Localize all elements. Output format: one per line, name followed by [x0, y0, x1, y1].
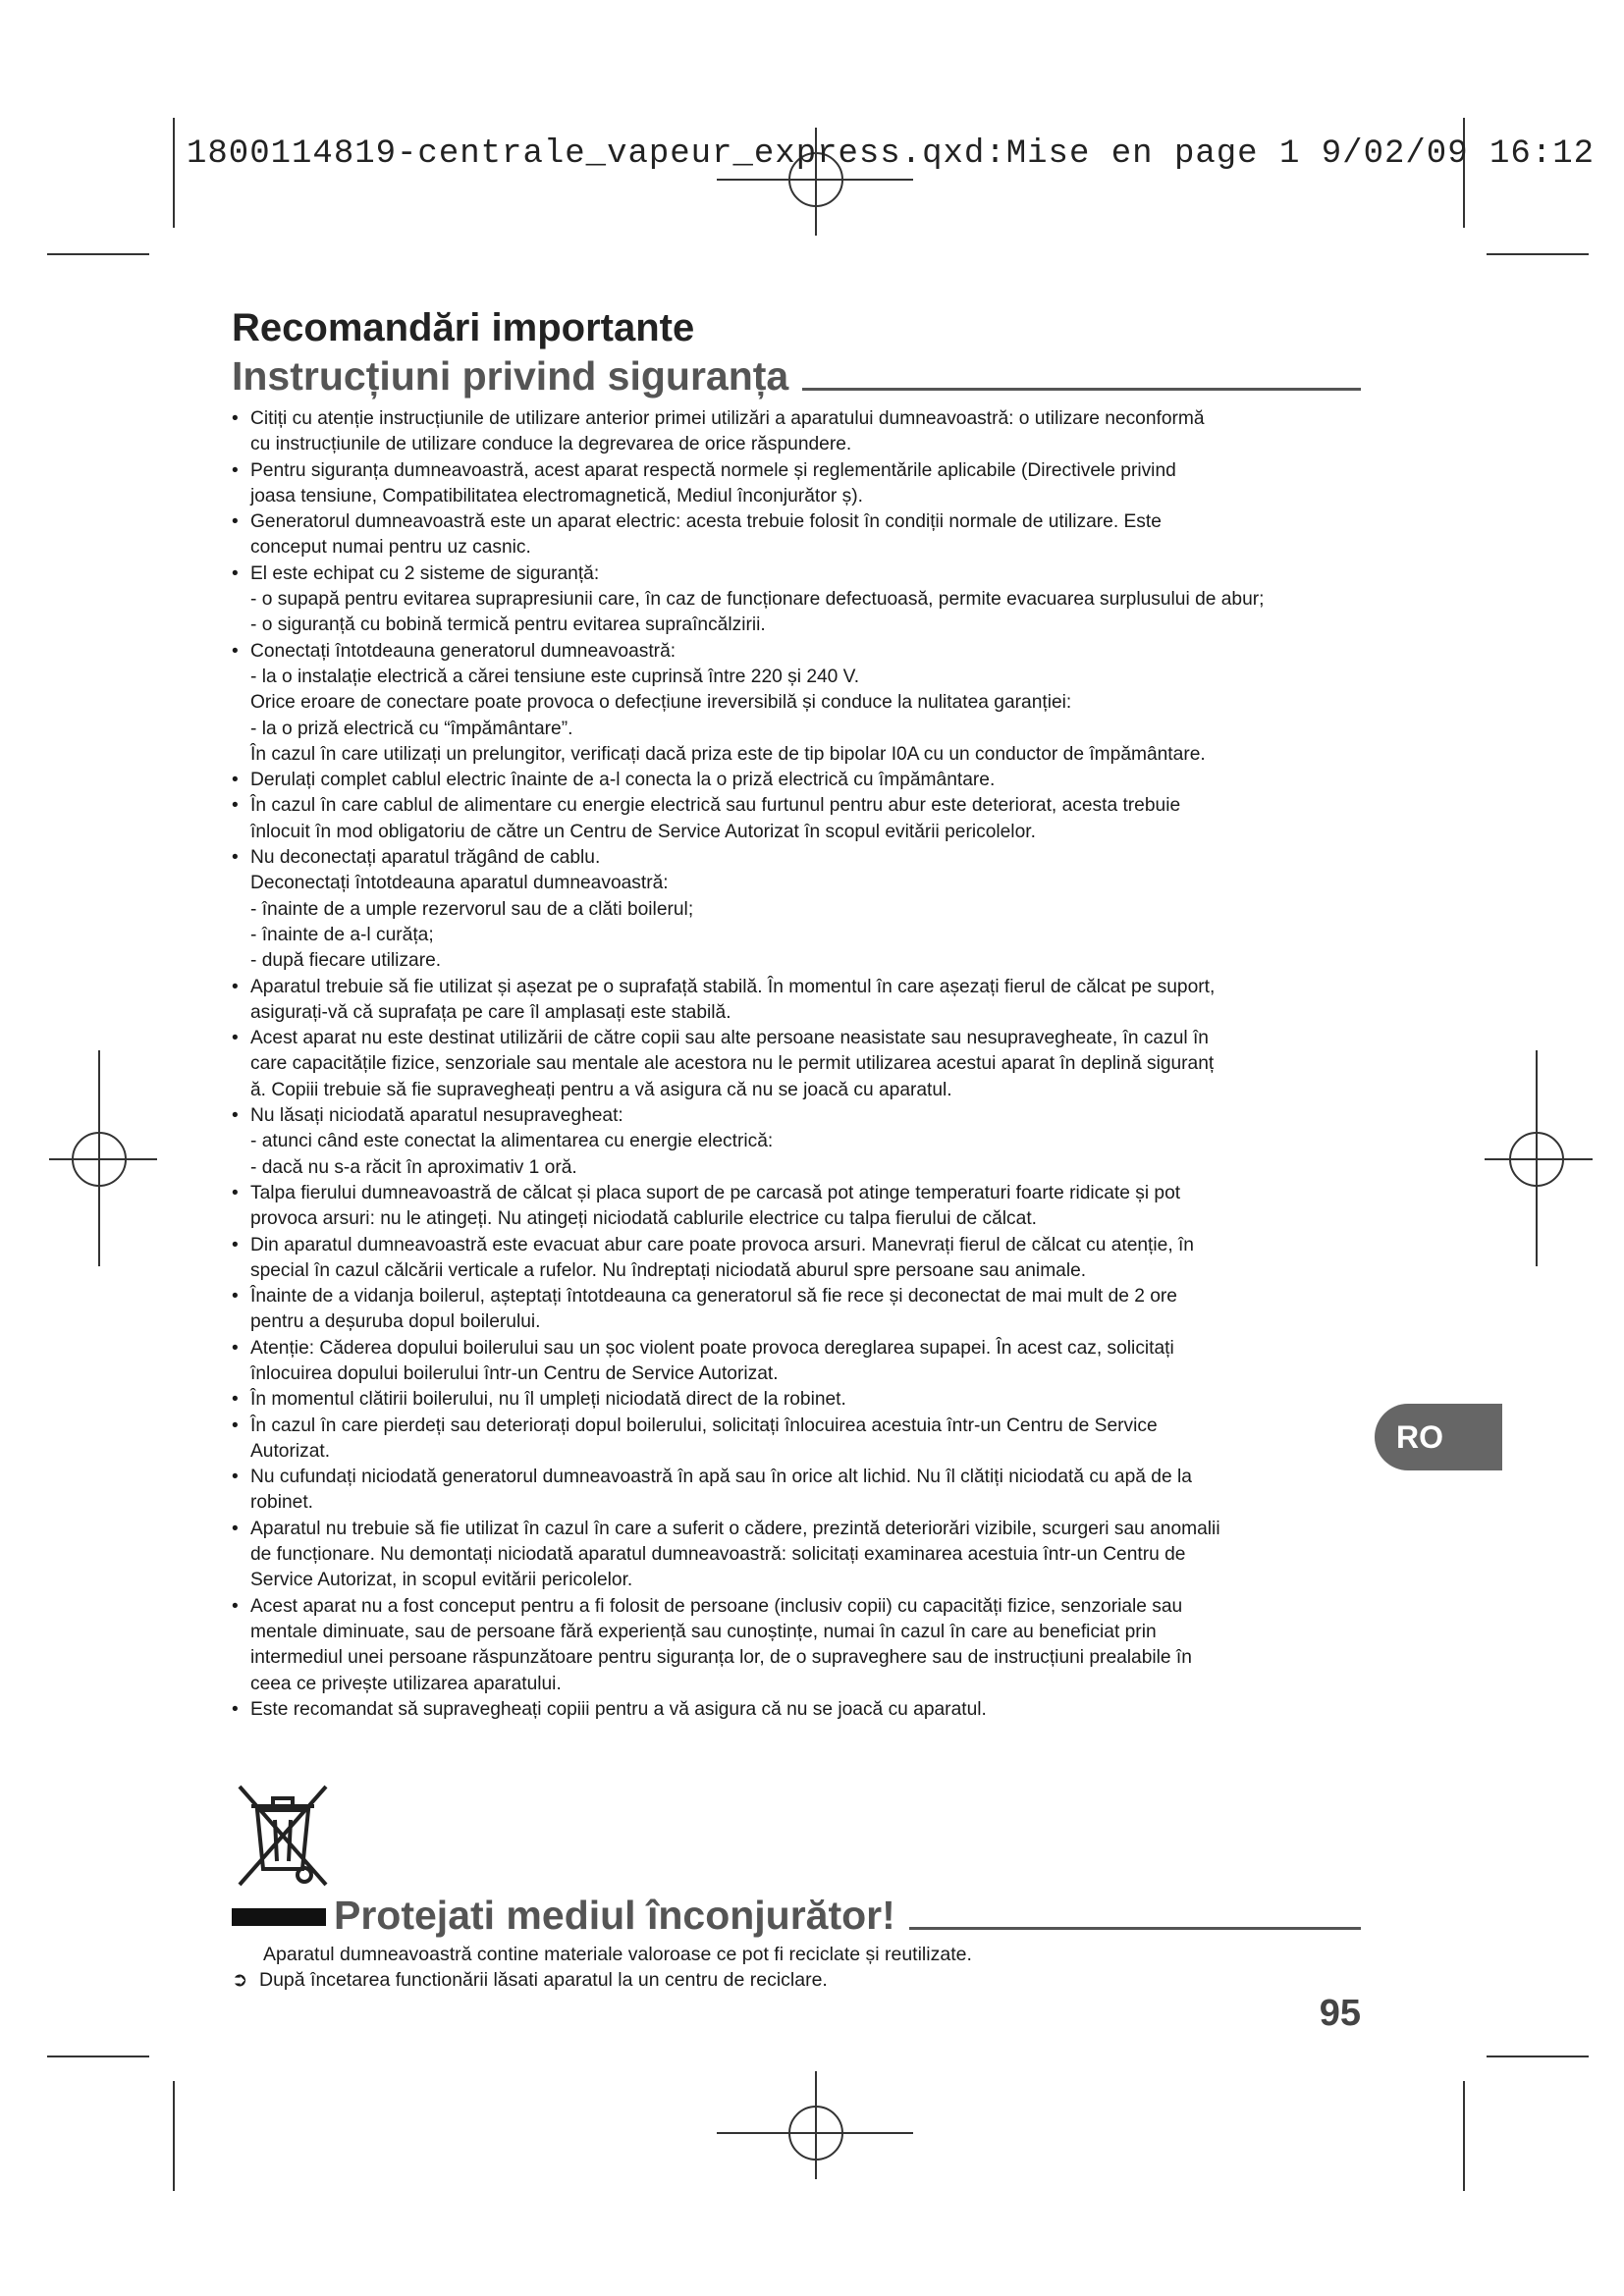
registration-mark-icon — [1481, 1050, 1618, 1266]
section-title: Instrucțiuni privind siguranța — [232, 353, 789, 399]
list-item: • Derulați complet cablul electric înainte de a-l conecta la o priză electrică cu împământare. — [232, 768, 1361, 793]
crop-mark — [47, 253, 149, 255]
list-item: • În cazul în care pierdeți sau deteriorați dopul boilerului, solicitați înlocuirea acestuia într-un Centru de Service Autorizat. — [232, 1414, 1361, 1466]
environment-title: Protejati mediul înconjurător! — [334, 1893, 895, 1938]
crop-mark — [47, 2056, 149, 2057]
list-item: • Acest aparat nu este destinat utilizării de către copii sau alte persoane neasistate sau nesupravegheate, în cazul în care capacitățile fizice, senzoriale sau mentale ale acestora nu le permit utilizarea acestui aparat în deplină siguranț ă. Copiii trebuie să fie supravegheați pentru a vă asigura că nu se joacă cu aparatul. — [232, 1026, 1361, 1103]
list-item: • Înainte de a vidanja boilerul, așteptați întotdeauna ca generatorul să fie rece și deconectat de mai mult de 2 ore pentru a deșuruba dopul boilerului. — [232, 1284, 1361, 1336]
crop-mark — [1487, 253, 1589, 255]
safety-section — [232, 306, 1361, 1723]
crop-mark — [173, 2081, 175, 2191]
page-title: Recomandări importante — [232, 306, 695, 349]
environment-text: Aparatul dumneavoastră contine materiale valoroase ce pot fi reciclate și reutilizate. — [263, 1944, 972, 1965]
environment-instruction-text: După încetarea functionării lăsati aparatul la un centru de reciclare. — [259, 1969, 828, 1991]
heading-rule — [909, 1927, 1361, 1930]
crossed-out-wheeled-bin-icon — [234, 1783, 332, 1889]
environment-heading — [232, 1893, 1361, 1938]
list-item: • Talpa fierului dumneavoastră de călcat și placa suport de pe carcasă pot atinge temperaturi foarte ridicate și pot provoca arsuri: nu le atingeți. Nu atingeți niciodată cablurile electrice cu talpa fierului de călcat. — [232, 1181, 1361, 1233]
language-tab: RO — [1375, 1404, 1502, 1470]
list-item: • Atenție: Căderea dopului boilerului sau un șoc violent poate provoca dereglarea supapei. În acest caz, solicitați înlocuirea dopului boilerului într-un Centru de Service Autorizat. — [232, 1336, 1361, 1388]
list-item: • Aparatul trebuie să fie utilizat și așezat pe o suprafață stabilă. În momentul în care așezați fierul de călcat pe suport, asigurați-vă că suprafața pe care îl amplasați este stabilă. — [232, 975, 1361, 1027]
list-item: • Din aparatul dumneavoastră este evacuat abur care poate provoca arsuri. Manevrați fierul de călcat cu atenție, în special în cazul călcării verticale a rufelor. Nu îndreptați niciodată aburul spre persoane sau animale. — [232, 1233, 1361, 1285]
list-item: • Generatorul dumneavoastră este un aparat electric: acesta trebuie folosit în condiții normale de utilizare. Este conceput numai pentru uz casnic. — [232, 509, 1361, 561]
section-heading — [232, 353, 1361, 399]
heading-bar — [232, 1908, 326, 1926]
page-number: 95 — [1319, 1993, 1361, 2034]
crop-mark — [173, 118, 175, 228]
list-item: • Aparatul nu trebuie să fie utilizat în cazul în care a suferit o cădere, prezintă deteriorări vizibile, scurgeri sau anomalii de funcționare. Nu demontați niciodată aparatul dumneavoastră: solicitați examinarea acestuia într-un Centru de Service Autorizat, in scopul evitării pericolelor. — [232, 1517, 1361, 1594]
arrow-icon: ➲ — [232, 1969, 248, 1991]
list-item: • Conectați întotdeauna generatorul dumneavoastră: - la o instalație electrică a cărei tensiune este cuprinsă între 220 și 240 V. Orice eroare de conectare poate provoca o defecțiune ireversibilă și conduce la nulitatea garanției: - la o priză electrică cu “împământare”. În cazul în care utilizați un prelungitor, verificați dacă priza este de tip bipolar I0A cu un conductor de împământare. — [232, 639, 1361, 768]
crop-mark — [1463, 2081, 1465, 2191]
list-item: • În cazul în care cablul de alimentare cu energie electrică sau furtunul pentru abur este deteriorat, acesta trebuie înlocuit în mod obligatoriu de către un Centru de Service Autorizat în scopul evitării pericolelor. — [232, 793, 1361, 845]
registration-mark-icon — [49, 1050, 187, 1266]
list-item: • Citiți cu atenție instrucțiunile de utilizare anterior primei utilizări a aparatului dumneavoastră: o utilizare neconformă cu instrucțiunile de utilizare conduce la degrevarea de orice răspundere. — [232, 406, 1361, 458]
list-item: • Nu deconectați aparatul trăgând de cablu. Deconectați întotdeauna aparatul dumneavoastră: - înainte de a umple rezervorul sau de a clăti boilerul; - înainte de a-l curăța; - după fiecare utilizare. — [232, 845, 1361, 974]
list-item: • Acest aparat nu a fost conceput pentru a fi folosit de persoane (inclusiv copii) cu capacități fizice, senzoriale sau mentale diminuate, sau de persoane fără experiență sau cunoștințe, numai în cazul în care au beneficiat prin intermediul unei persoane răspunzătoare pentru siguranța lor, de o supraveghere sau de instrucțiuni prealabile în ceea ce privește utilizarea aparatului. — [232, 1594, 1361, 1697]
crop-mark — [1487, 2056, 1589, 2057]
list-item: • Este recomandat să supravegheați copiii pentru a vă asigura că nu se joacă cu aparatul. — [232, 1697, 1361, 1723]
print-slug: 1800114819-centrale_vapeur_express.qxd:Mise en page 1 9/02/09 16:12 — [187, 135, 1596, 173]
environment-section — [232, 1893, 1361, 1993]
list-item: • Nu lăsați niciodată aparatul nesupravegheat: - atunci când este conectat la alimentarea cu energie electrică: - dacă nu s-a răcit în aproximativ 1 oră. — [232, 1103, 1361, 1181]
safety-list — [232, 406, 1361, 1723]
registration-mark-icon — [717, 2071, 913, 2189]
list-item: • El este echipat cu 2 sisteme de siguranță: - o supapă pentru evitarea suprapresiunii care, în caz de funcționare defectuoasă, permite evacuarea surplusului de abur; - o siguranță cu bobină termică pentru evitarea supraîncălzirii. — [232, 561, 1361, 639]
list-item: • În momentul clătirii boilerului, nu îl umpleți niciodată direct de la robinet. — [232, 1387, 1361, 1413]
list-item: • Nu cufundați niciodată generatorul dumneavoastră în apă sau în orice alt lichid. Nu îl clătiți niciodată cu apă de la robinet. — [232, 1465, 1361, 1517]
crop-mark — [1463, 118, 1465, 228]
heading-rule — [802, 388, 1361, 391]
list-item: • Pentru siguranța dumneavoastră, acest aparat respectă normele și reglementările aplicabile (Directivele privind joasa tensiune, Compatibilitatea electromagnetică, Mediul înconjurător ș). — [232, 458, 1361, 510]
environment-instruction — [232, 1967, 1361, 1993]
